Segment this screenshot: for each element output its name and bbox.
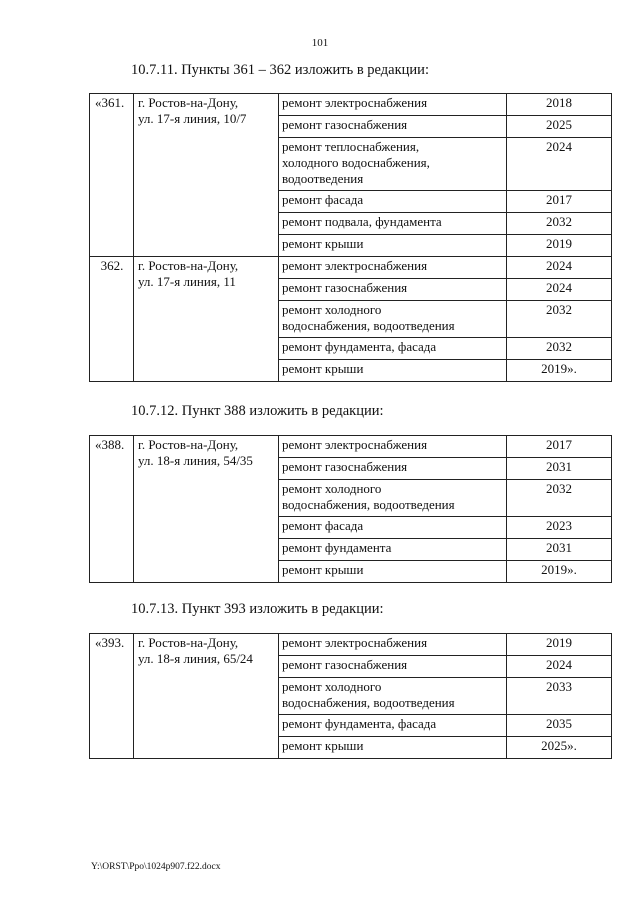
year-cell: 2017 bbox=[507, 191, 612, 213]
work-type-cell bbox=[279, 338, 507, 360]
amendment-table bbox=[89, 93, 612, 382]
work-type-line: ремонт электроснабжения bbox=[282, 258, 428, 273]
year-cell: 2024 bbox=[507, 138, 612, 191]
address-line: ул. 18-я линия, 65/24 bbox=[138, 651, 253, 666]
year-cell: 2019». bbox=[507, 561, 612, 583]
work-type-line: ремонт электроснабжения bbox=[282, 95, 428, 110]
work-type-cell bbox=[279, 678, 507, 715]
year-cell: 2018 bbox=[507, 94, 612, 116]
work-type-line: ремонт электроснабжения bbox=[282, 437, 428, 452]
year-cell: 2032 bbox=[507, 213, 612, 235]
work-type-line: ремонт подвала, фундамента bbox=[282, 214, 442, 229]
amendment-table bbox=[89, 633, 612, 759]
year-cell: 2019». bbox=[507, 360, 612, 382]
work-type-cell bbox=[279, 301, 507, 338]
work-type-line: ремонт фасада bbox=[282, 192, 364, 207]
year-cell: 2032 bbox=[507, 338, 612, 360]
work-type-cell bbox=[279, 213, 507, 235]
work-type-cell bbox=[279, 138, 507, 191]
work-type-line: водоснабжения, водоотведения bbox=[282, 695, 455, 710]
work-type-cell bbox=[279, 279, 507, 301]
table-row bbox=[90, 436, 612, 458]
work-type-line: ремонт газоснабжения bbox=[282, 459, 408, 474]
work-type-line: ремонт фундамента, фасада bbox=[282, 716, 437, 731]
item-number: «361. bbox=[90, 94, 134, 257]
work-type-line: ремонт холодного bbox=[282, 679, 382, 694]
work-type-cell bbox=[279, 191, 507, 213]
work-type-cell bbox=[279, 480, 507, 517]
work-type-cell bbox=[279, 517, 507, 539]
address-line: г. Ростов-на-Дону, bbox=[138, 437, 239, 452]
work-type-line: ремонт электроснабжения bbox=[282, 635, 428, 650]
work-type-line: ремонт крыши bbox=[282, 236, 364, 251]
work-type-line: ремонт крыши bbox=[282, 738, 364, 753]
year-cell: 2024 bbox=[507, 656, 612, 678]
work-type-line: ремонт теплоснабжения, bbox=[282, 139, 420, 154]
item-number: 362. bbox=[90, 257, 134, 382]
address-line: г. Ростов-на-Дону, bbox=[138, 635, 239, 650]
work-type-cell bbox=[279, 436, 507, 458]
year-cell: 2017 bbox=[507, 436, 612, 458]
year-cell: 2025 bbox=[507, 116, 612, 138]
address-cell bbox=[134, 257, 279, 382]
work-type-line: ремонт крыши bbox=[282, 562, 364, 577]
work-type-line: ремонт фасада bbox=[282, 518, 364, 533]
year-cell: 2031 bbox=[507, 458, 612, 480]
work-type-line: ремонт фундамента bbox=[282, 540, 392, 555]
table-row bbox=[90, 634, 612, 656]
address-cell bbox=[134, 436, 279, 583]
work-type-line: ремонт газоснабжения bbox=[282, 117, 408, 132]
address-cell bbox=[134, 634, 279, 759]
work-type-cell bbox=[279, 116, 507, 138]
address-line: г. Ростов-на-Дону, bbox=[138, 95, 239, 110]
file-path-footer: Y:\ORST\Ppo\1024p907.f22.docx bbox=[91, 862, 221, 872]
address-line: ул. 17-я линия, 11 bbox=[138, 274, 236, 289]
section-heading: 10.7.12. Пункт 388 изложить в редакции: bbox=[131, 403, 384, 419]
item-number: «388. bbox=[90, 436, 134, 583]
item-number: «393. bbox=[90, 634, 134, 759]
year-cell: 2024 bbox=[507, 279, 612, 301]
year-cell: 2023 bbox=[507, 517, 612, 539]
work-type-cell bbox=[279, 360, 507, 382]
work-type-line: ремонт холодного bbox=[282, 481, 382, 496]
year-cell: 2025». bbox=[507, 737, 612, 759]
section-heading: 10.7.11. Пункты 361 – 362 изложить в редакции: bbox=[131, 62, 429, 78]
work-type-line: ремонт крыши bbox=[282, 361, 364, 376]
table-row bbox=[90, 94, 612, 116]
year-cell: 2032 bbox=[507, 480, 612, 517]
address-line: ул. 17-я линия, 10/7 bbox=[138, 111, 247, 126]
work-type-cell bbox=[279, 561, 507, 583]
work-type-cell bbox=[279, 656, 507, 678]
work-type-cell bbox=[279, 94, 507, 116]
work-type-line: водоотведения bbox=[282, 171, 364, 186]
work-type-cell bbox=[279, 235, 507, 257]
work-type-cell bbox=[279, 715, 507, 737]
year-cell: 2032 bbox=[507, 301, 612, 338]
page-number: 101 bbox=[311, 37, 329, 49]
address-line: г. Ростов-на-Дону, bbox=[138, 258, 239, 273]
year-cell: 2024 bbox=[507, 257, 612, 279]
work-type-cell bbox=[279, 634, 507, 656]
work-type-line: водоснабжения, водоотведения bbox=[282, 497, 455, 512]
work-type-cell bbox=[279, 737, 507, 759]
year-cell: 2031 bbox=[507, 539, 612, 561]
work-type-cell bbox=[279, 539, 507, 561]
work-type-cell bbox=[279, 257, 507, 279]
address-line: ул. 18-я линия, 54/35 bbox=[138, 453, 253, 468]
section-heading: 10.7.13. Пункт 393 изложить в редакции: bbox=[131, 601, 384, 617]
work-type-line: ремонт газоснабжения bbox=[282, 657, 408, 672]
year-cell: 2019 bbox=[507, 634, 612, 656]
work-type-line: водоснабжения, водоотведения bbox=[282, 318, 455, 333]
address-cell bbox=[134, 94, 279, 257]
work-type-line: ремонт холодного bbox=[282, 302, 382, 317]
work-type-line: ремонт газоснабжения bbox=[282, 280, 408, 295]
table-row bbox=[90, 257, 612, 279]
amendment-table bbox=[89, 435, 612, 583]
work-type-cell bbox=[279, 458, 507, 480]
work-type-line: ремонт фундамента, фасада bbox=[282, 339, 437, 354]
year-cell: 2033 bbox=[507, 678, 612, 715]
year-cell: 2019 bbox=[507, 235, 612, 257]
year-cell: 2035 bbox=[507, 715, 612, 737]
work-type-line: холодного водоснабжения, bbox=[282, 155, 430, 170]
